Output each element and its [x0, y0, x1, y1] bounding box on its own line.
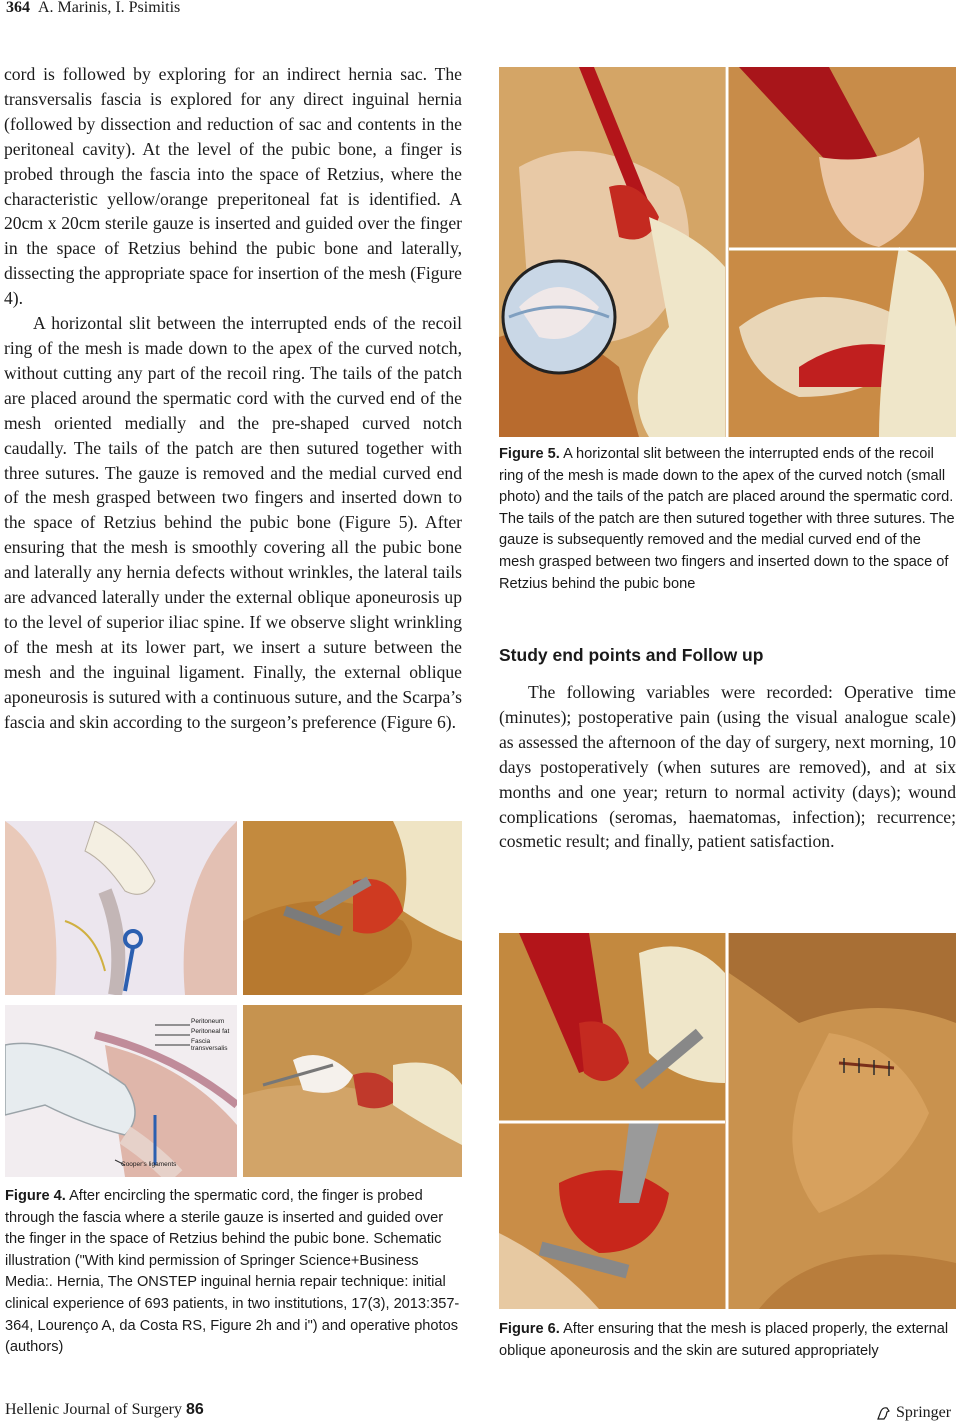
figure5-label: Figure 5. — [499, 446, 560, 462]
label-coopers-ligaments: Cooper's ligaments — [121, 1161, 177, 1168]
publisher-name: Springer — [896, 1404, 952, 1421]
figure4-illustration-top-graphic — [5, 821, 237, 995]
label-peritoneum: Peritoneum — [191, 1018, 225, 1025]
body-paragraph-2: A horizontal slit between the interrupted ends of the recoil ring of the mesh is made down to the apex of the curved notch, without cutting any part of the recoil ring. The tails of the patch are placed around the spermatic cord with the curved end of the mesh oriented medially and the pre-shaped curved notch caudally. The tails of the patch are then sutured together with three sutures. The gauze is removed and the medial curved end of the mesh grasped between two fingers and inserted down to the space of Retzius behind the pubic bone (Figure 5). After ensuring that the mesh is smoothly covering all the pubic bone and laterally any hernia defects without wrinkles, the lateral tails are advanced laterally under the external oblique aponeurosis up to the level of superior iliac spine. If we observe slight wrinkling of the mesh at its lower part, we insert a suture between the mesh and the inguinal ligament. Finally, the external oblique aponeurosis is sutured with a continuous suture, and the Scarpa’s fascia and skin according to the surgeon’s preference (Figure 6). — [4, 313, 462, 732]
figure4-photo-top — [243, 821, 462, 995]
header-authors: A. Marinis, I. Psimitis — [38, 0, 181, 16]
figure4-photo-bottom — [243, 1005, 462, 1177]
section-text-column — [499, 680, 956, 854]
figure6-photo — [499, 933, 956, 1309]
label-fascia: Fascia transversalis — [191, 1038, 228, 1052]
figure5-caption — [499, 444, 956, 595]
figure4-photo-top-graphic — [243, 821, 462, 995]
figure6-label: Figure 6. — [499, 1321, 560, 1337]
section-heading: Study end points and Follow up — [499, 645, 764, 665]
figure6-caption — [499, 1319, 956, 1362]
figure4-illustration-bottom — [5, 1005, 237, 1177]
page-number: 364 — [6, 0, 30, 16]
figure4-illustration-top — [5, 821, 237, 995]
body-paragraph-1: cord is followed by exploring for an indirect hernia sac. The transversalis fascia is explored for any direct inguinal hernia (followed by dissection and reduction of sac and contents in the peritoneal cavity). At the level of the pubic bone, a finger is probed through the fascia into the space of Retzius, where the characteristic yellow/orange preperitoneal fat is identified. A 20cm x 20cm sterile gauze is inserted and guided over the finger in the space of Retzius behind the pubic bone and laterally, dissecting the appropriate space for insertion of the mesh (Figure 4). — [4, 64, 462, 309]
figure5-caption-text: A horizontal slit between the interrupted ends of the recoil ring of the mesh is made down to the apex of the curved notch (small photo) and the tails of the patch are placed around the spermatic cord. The tails of the patch are then sutured together with three sutures. The gauze is subsequently removed and the medial curved end of the mesh grasped between two fingers and inserted down to the space of Retzius behind the pubic bone — [499, 446, 955, 592]
running-header — [6, 0, 180, 16]
figure4-label: Figure 4. — [5, 1188, 66, 1204]
figure6-caption-text: After ensuring that the mesh is placed properly, the external oblique aponeurosis and the skin are sutured appropriately — [499, 1321, 949, 1359]
section-paragraph: The following variables were recorded: Operative time (minutes); postoperative pain (using the visual analogue scale) as assessed the afternoon of the day of surgery, next morning, 10 days postoperatively (when sutures are removed), and at six months and one year; return to normal activity (days); wound complications (seromas, haematomas, infection); recurrence; cosmetic result; and finally, patient satisfaction. — [499, 682, 956, 852]
figure4-photo-bottom-graphic — [243, 1005, 462, 1177]
figure6-photo-graphic — [499, 933, 956, 1309]
journal-name: Hellenic Journal of Surgery — [5, 1401, 182, 1418]
figure5-photo-graphic — [499, 67, 956, 437]
springer-horse-icon — [876, 1405, 892, 1421]
label-peritoneal-fat: Peritoneal fat — [191, 1028, 230, 1035]
figure5-photo — [499, 67, 956, 437]
journal-volume: 86 — [186, 1401, 204, 1418]
footer-journal — [5, 1401, 204, 1419]
figure4-caption — [5, 1186, 462, 1359]
body-text-column — [4, 62, 462, 734]
footer-publisher — [876, 1404, 951, 1422]
figure4-caption-text: After encircling the spermatic cord, the finger is probed through the fascia where a sterile gauze is inserted and guided over the finger in the space of Retzius behind the pubic bone. Schematic illustration ("With kind permission of Springer Science+Business Media:. Hernia, The ONSTEP inguinal hernia repair technique: initial clinical experience of 693 patients, in two institutions, 17(3), 2013:357-364, Lourenço A, da Costa RS, Figure 2h and i") and operative photos (authors) — [5, 1188, 460, 1356]
